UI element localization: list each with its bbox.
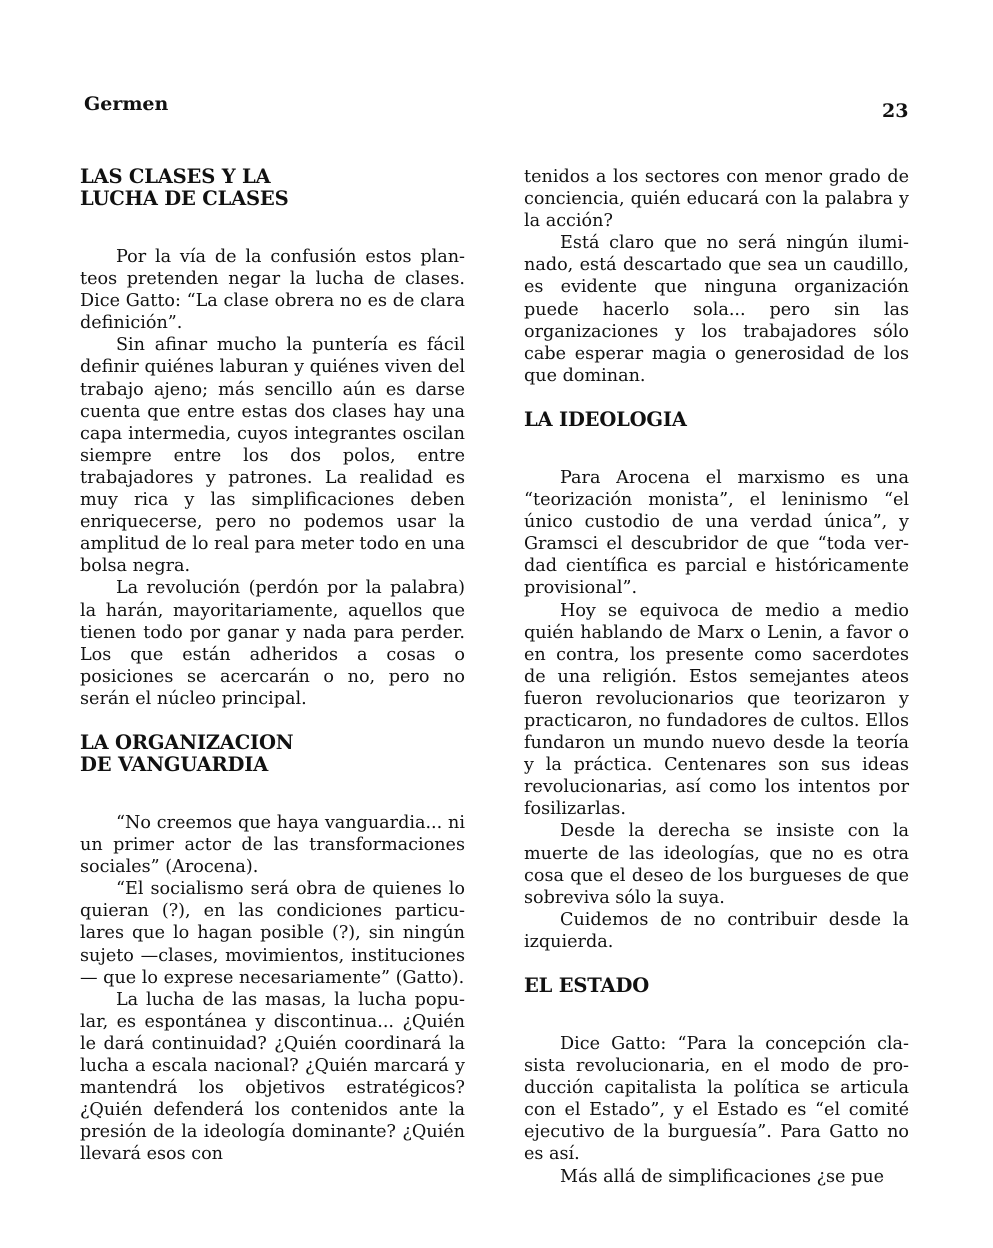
section-heading-organizacion	[80, 732, 465, 776]
paragraph: Desde la derecha se insiste con la muerte de las ideologías, que no es otra cosa que el deseo de los burgueses de que sobreviva sólo la suya.	[524, 821, 909, 908]
page-number: 23	[882, 100, 909, 122]
heading-line: LA ORGANIZACION	[80, 730, 294, 754]
right-column	[524, 166, 909, 1188]
paragraph: Dice Gatto: “Para la concepción clasista revolucionaria, en el modo de producción capitalista la política se articula con el Estado”, y el Estado es “el comité ejecutivo de la burguesía”. Para Gatto no es así.	[524, 1034, 909, 1165]
section-heading-estado: EL ESTADO	[524, 974, 649, 997]
section-heading-ideologia: LA IDEOLOGIA	[524, 407, 687, 431]
paragraph: “El socialismo será obra de quienes lo quieran (?), en las condiciones particulares que lo hagan posible (?), sin ningún sujeto —clases, movimientos, instituciones— que lo exprese necesariamente” (Gatto).	[80, 879, 465, 988]
paragraph-continuation: tenidos a los sectores con menor grado de conciencia, quién educará con la palabra y la acción?	[524, 167, 909, 232]
paragraph: Más allá de simplificaciones ¿se pue	[560, 1166, 885, 1187]
paragraph: Sin afinar mucho la puntería es fácil definir quiénes laburan y quiénes viven del trabajo ajeno; más sencillo aún es darse cuenta que entre estas dos clases hay una capa intermedia, cuyos integrantes oscilan siempre entre los dos polos, entre trabajadores y patrones. La realidad es muy rica y las simplificaciones deben enriquecerse, pero no podemos usar la amplitud de lo real para meter todo en una bolsa negra.	[80, 335, 465, 577]
paragraph: La revolución (perdón por la palabra) la harán, mayoritariamente, aquellos que tienen todo por ganar y nada para perder. Los que están adheridos a cosas o posiciones se acercarán o no, pero no serán el núcleo principal.	[80, 578, 465, 709]
section-heading-clases	[80, 166, 465, 210]
heading-line: DE VANGUARDIA	[80, 752, 269, 776]
paragraph: Hoy se equivoca de medio a medio quién hablando de Marx o Lenin, a favor o en contra, los presente como sacerdotes de una religión. Estos semejantes ateos fueron revolucionarios que teorizaron y practicaron, no fundadores de cultos. Ellos fundaron un mundo nuevo desde la teoría y la práctica. Centenares son sus ideas revolucionarias, así como los intentos por fosilizarlas.	[524, 600, 909, 820]
heading-line: LUCHA DE CLASES	[80, 187, 289, 210]
left-column	[80, 166, 465, 1165]
heading-line: LAS CLASES Y LA	[80, 165, 271, 188]
paragraph: Por la vía de la confusión estos planteos pretenden negar la lucha de clases. Dice Gatto: “La clase obrera no es de clara definición”.	[80, 247, 465, 334]
running-title: Germen	[84, 93, 169, 115]
paragraph: Cuidemos de no contribuir desde la izquierda.	[524, 909, 909, 952]
paragraph: “No creemos que haya vanguardia... ni un primer actor de las transformaciones sociales” (Arocena).	[80, 812, 465, 878]
paragraph: Para Arocena el marxismo es una “teorización monista”, el leninismo “el único custodio de una verdad única”, y Gramsci el descubridor de que “toda verdad científica es parcial e históricamente provisional”.	[524, 467, 909, 599]
paragraph: Está claro que no será ningún iluminado, está descartado que sea un caudillo, es evidente que ninguna organización puede hacerlo sola... pero sin las organizaciones y los trabajadores sólo cabe esperar magia o generosidad de los que dominan.	[524, 233, 909, 386]
paragraph: La lucha de las masas, la lucha popular, es espontánea y discontinua... ¿Quién le dará continuidad? ¿Quién coordinará la lucha a escala nacional? ¿Quién marcará y mantendrá los objetivos estratégicos? ¿Quién defenderá los contenidos ante la presión de la ideología dominante? ¿Quién llevará esos con	[80, 989, 465, 1165]
